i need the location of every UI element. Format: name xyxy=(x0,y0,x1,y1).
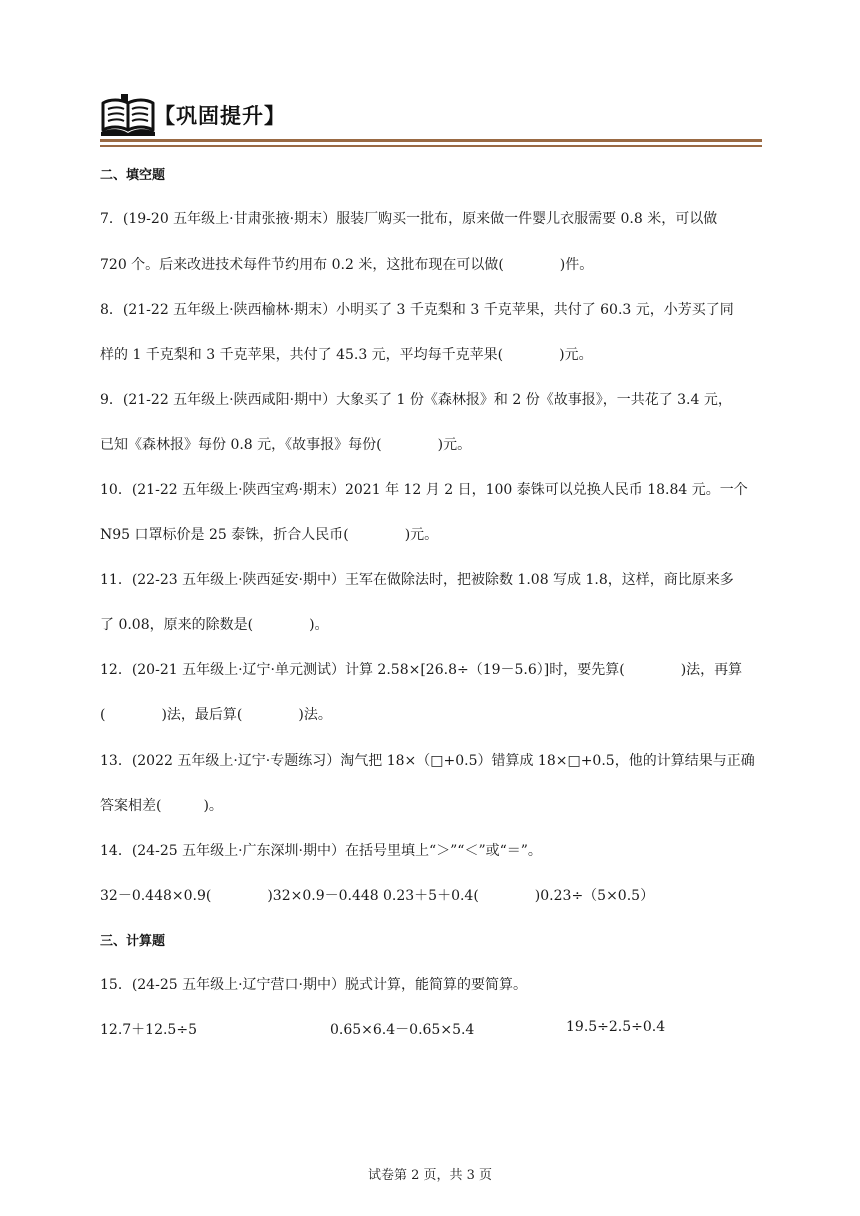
q11-line2: 了 0.08，原来的除数是( )。 xyxy=(100,617,329,633)
q14-line1: 14．(24-25 五年级上·广东深圳·期中）在括号里填上“＞”“＜”或“＝”。 xyxy=(100,843,542,859)
q8-line2: 样的 1 千克梨和 3 千克苹果，共付了 45.3 元，平均每千克苹果( )元。 xyxy=(100,347,593,363)
q12-line1: 12．(20-21 五年级上·辽宁·单元测试）计算 2.58×[26.8÷（19－5.6）]时，要先算( )法，再算 xyxy=(100,662,743,678)
q15-expr-3: 19.5÷2.5÷0.4 xyxy=(566,1019,666,1035)
q9-line1: 9．(21-22 五年级上·陕西咸阳·期中）大象买了 1 份《森林报》和 2 份《故事报》，一共花了 3.4 元， xyxy=(100,392,732,408)
section-title-calc: 三、计算题 xyxy=(100,934,166,949)
q10-line2: N95 口罩标价是 25 泰铢，折合人民币( )元。 xyxy=(100,527,439,543)
section-title-fill: 二、填空题 xyxy=(100,168,166,183)
q15-expr-1: 12.7＋12.5÷5 xyxy=(100,1022,197,1038)
q12-line2: ( )法，最后算( )法。 xyxy=(100,707,332,723)
q15-line1: 15．(24-25 五年级上·辽宁营口·期中）脱式计算，能简算的要简算。 xyxy=(100,977,527,993)
q10-line1: 10．(21-22 五年级上·陕西宝鸡·期末）2021 年 12 月 2 日，100 泰铢可以兑换人民币 18.84 元。一个 xyxy=(100,482,748,498)
header-rule-thick xyxy=(100,139,762,142)
q13-line2: 答案相差( )。 xyxy=(100,798,223,814)
q11-line1: 11．(22-23 五年级上·陕西延安·期中）王军在做除法时，把被除数 1.08 写成 1.8，这样，商比原来多 xyxy=(100,572,734,588)
section-header xyxy=(100,92,286,138)
q9-line2: 已知《森林报》每份 0.8 元，《故事报》每份( )元。 xyxy=(100,437,472,453)
q7-line2: 720 个。后来改进技术每件节约用布 0.2 米，这批布现在可以做( )件。 xyxy=(100,257,594,273)
open-book-icon xyxy=(100,93,156,137)
header-rule-thin xyxy=(100,145,762,147)
q15-expr-2: 0.65×6.4－0.65×5.4 xyxy=(330,1022,475,1038)
header-title: 【巩固提升】 xyxy=(154,104,286,128)
q14-compare-b: 0.23＋5＋0.4( )0.23÷（5×0.5） xyxy=(383,888,655,904)
q7-line1: 7．(19-20 五年级上·甘肃张掖·期末）服装厂购买一批布，原来做一件婴儿衣服需要 0.8 米，可以做 xyxy=(100,211,718,227)
q14-compare-a: 32－0.448×0.9( )32×0.9－0.448 xyxy=(100,888,379,904)
page-footer: 试卷第 2 页，共 3 页 xyxy=(367,1168,493,1183)
q13-line1: 13．(2022 五年级上·辽宁·专题练习）淘气把 18×（□+0.5）错算成 18×□+0.5，他的计算结果与正确 xyxy=(100,753,755,769)
q8-line1: 8．(21-22 五年级上·陕西榆林·期末）小明买了 3 千克梨和 3 千克苹果，共付了 60.3 元，小芳买了同 xyxy=(100,302,734,318)
